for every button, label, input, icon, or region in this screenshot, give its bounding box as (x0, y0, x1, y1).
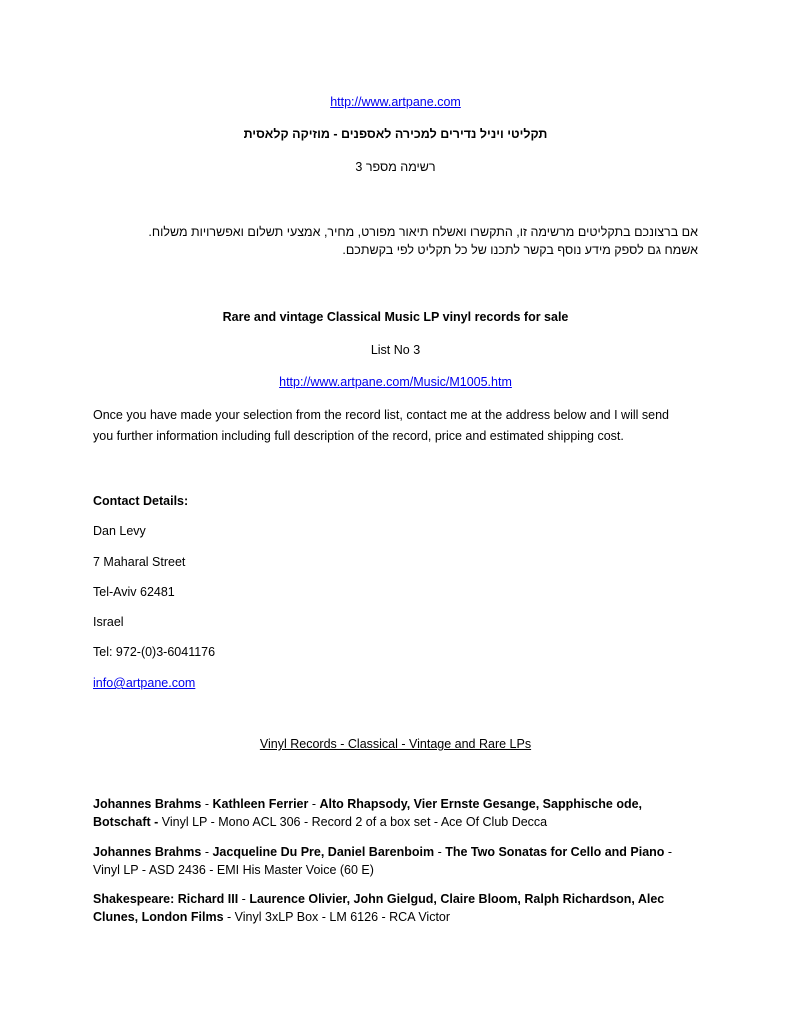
record-performer: Laurence Olivier, John Gielgud, Claire Bloom, Ralph Richardson, Alec Clunes, London Films (93, 892, 665, 924)
section-heading: Vinyl Records - Classical - Vintage and Rare LPs (259, 737, 532, 751)
contact-city: Tel-Aviv 62481 (93, 585, 175, 599)
contact-street: 7 Maharal Street (93, 555, 186, 569)
record-separator: - (201, 845, 213, 859)
contact-name: Dan Levy (93, 524, 146, 538)
music-list-link[interactable]: http://www.artpane.com/Music/M1005.htm (279, 375, 512, 389)
contact-email-link[interactable]: info@artpane.com (93, 676, 196, 690)
record-details: Vinyl LP - Mono ACL 306 - Record 2 of a box set - Ace Of Club Decca (158, 815, 548, 829)
contact-phone: Tel: 972-(0)3-6041176 (93, 645, 216, 659)
record-item (93, 890, 698, 926)
record-item (93, 843, 698, 879)
hebrew-title: תקליטי ויניל נדירים למכירה לאספנים - מוזיקה קלאסית (243, 127, 548, 141)
record-composer: Shakespeare: Richard III (93, 892, 239, 906)
record-work: Alto Rhapsody, Vier Ernste Gesange, Sapphische ode, Botschaft - (93, 797, 643, 829)
record-details: - Vinyl 3xLP Box - LM 6126 - RCA Victor (223, 910, 451, 924)
record-composer: Johannes Brahms (93, 845, 202, 859)
record-separator: - (308, 797, 320, 811)
record-separator: - (434, 845, 446, 859)
list-link-line (93, 374, 698, 391)
hebrew-list-number: רשימה מספר 3 (355, 160, 436, 174)
hebrew-header (93, 94, 698, 111)
english-paragraph-line-1: Once you have made your selection from the record list, contact me at the address below and I will send (93, 408, 669, 422)
record-details: - Vinyl LP - ASD 2436 - EMI His Master Voice (60 E) (93, 845, 673, 877)
record-performer: Kathleen Ferrier (212, 797, 309, 811)
hebrew-paragraph-line-1: אם ברצונכם בתקליטים מרשימה זו, התקשרו ואשלח תיאור מפורט, מחיר, אמצעי תשלום ואפשרויות משלוח. (148, 225, 698, 239)
english-paragraph-line-2: you further information including full description of the record, price and estimated shipping cost. (93, 429, 624, 443)
record-item (93, 795, 698, 831)
record-work: The Two Sonatas for Cello and Piano (445, 845, 665, 859)
english-list-number: List No 3 (370, 343, 421, 357)
artpane-site-link[interactable]: http://www.artpane.com (330, 95, 461, 109)
record-performer: Jacqueline Du Pre, Daniel Barenboim (212, 845, 435, 859)
record-separator: - (201, 797, 213, 811)
contact-country: Israel (93, 615, 124, 629)
contact-email-line (93, 675, 195, 692)
contact-heading: Contact Details: (93, 494, 189, 508)
english-title: Rare and vintage Classical Music LP vinyl records for sale (222, 310, 569, 324)
hebrew-paragraph-line-2: אשמח גם לספק מידע נוסף בקשר לתכנו של כל תקליט לפי בקשתכם. (342, 243, 698, 257)
record-composer: Johannes Brahms (93, 797, 202, 811)
record-separator: - (238, 892, 250, 906)
